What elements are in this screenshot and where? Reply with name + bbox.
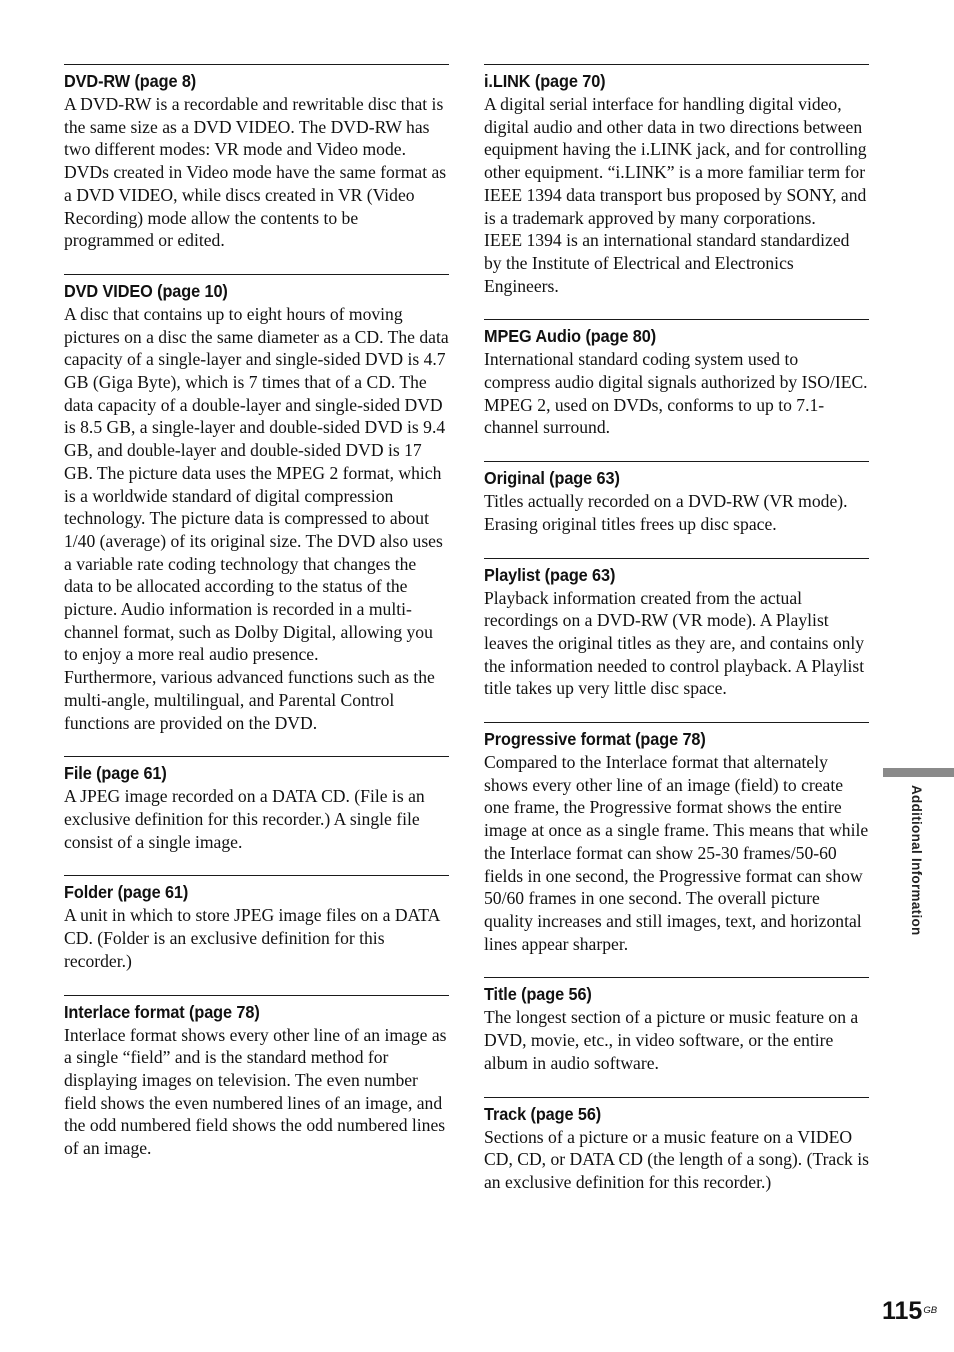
right-column <box>484 64 869 1216</box>
glossary-definition <box>64 93 449 252</box>
glossary-definition <box>64 1024 449 1160</box>
page-number <box>882 1297 937 1326</box>
definition-paragraph: A DVD-RW is a recordable and rewritable disc that is the same size as a DVD VIDEO. The DVD-RW has two different modes: VR mode and Video mode. DVDs created in Video mode have the same format as a DVD VIDEO, while discs created in VR (Video Recording) mode allow the contents to be programmed or edited. <box>64 94 447 251</box>
glossary-term-heading: DVD-RW (page 8) <box>64 71 197 91</box>
page-number-value: 115 <box>882 1297 923 1325</box>
glossary-entry-original <box>484 461 869 535</box>
definition-paragraph: Playback information created from the actual recordings on a DVD-RW (VR mode). A Playlist leaves the original titles as they are, and contains only the information needed to control playback. A Playlist title takes up very little disc space. <box>484 587 865 699</box>
glossary-entry-folder <box>64 875 449 972</box>
glossary-definition <box>64 785 449 853</box>
glossary-entry-title <box>484 977 869 1074</box>
glossary-definition <box>484 93 869 297</box>
glossary-definition <box>484 751 869 955</box>
glossary-term-heading: Folder (page 61) <box>64 882 189 903</box>
glossary-definition <box>64 303 449 734</box>
glossary-entry-dvd-rw <box>64 64 449 252</box>
definition-paragraph: A unit in which to store JPEG image files on a DATA CD. (Folder is an exclusive definition for this recorder.) <box>64 905 440 971</box>
glossary-definition <box>484 587 869 701</box>
glossary-term-heading: Progressive format (page 78) <box>484 729 706 750</box>
definition-paragraph: A JPEG image recorded on a DATA CD. (File is an exclusive definition for this recorder.) A single file consist of a single image. <box>64 786 425 852</box>
glossary-term-heading: Title (page 56) <box>484 984 592 1005</box>
glossary-entry-dvd-video <box>64 274 449 734</box>
glossary-term-heading: DVD VIDEO (page 10) <box>64 280 228 301</box>
section-tab-bar <box>883 768 954 777</box>
definition-paragraph: Furthermore, various advanced functions such as the multi-angle, multilingual, and Parental Control functions are provided on the DVD. <box>64 667 435 733</box>
glossary-definition <box>64 904 449 972</box>
definition-paragraph: A disc that contains up to eight hours of moving pictures on a disc the same diameter as a CD. The data capacity of a single-layer and single-sided DVD is 4.7 GB (Giga Byte), which is 7 times that of a CD. The data capacity of a double-layer and single-sided DVD is 8.5 GB, a single-layer and double-sided DVD is 9.4 GB, and double-layer and double-sided DVD is 17 GB. The picture data uses the MPEG 2 format, which is a worldwide standard of digital compression technology. The picture data is compressed to about 1/40 (average) of its original size. The DVD also uses a variable rate coding technology that changes the data to be allocated according to the status of the picture. Audio information is recorded in a multi-channel format, such as Dolby Digital, allowing you to enjoy a more real audio presence. <box>64 303 449 665</box>
definition-paragraph: Interlace format shows every other line of an image as a single “field” and is the standard method for displaying images on television. The even number field shows the even numbered lines of an image, and the odd numbered field shows the odd numbered lines of an image. <box>64 1024 447 1159</box>
glossary-entry-i-link <box>484 64 869 297</box>
section-tab-label: Additional Information <box>909 785 924 936</box>
glossary-term-heading: i.LINK (page 70) <box>484 71 606 91</box>
glossary-definition <box>484 1006 869 1074</box>
glossary-term-heading: Interlace format (page 78) <box>64 1001 260 1022</box>
definition-paragraph: Sections of a picture or a music feature on a VIDEO CD, CD, or DATA CD (the length of a song). (Track is an exclusive definition for this recorder.) <box>484 1126 869 1192</box>
glossary-term-heading: Original (page 63) <box>484 468 620 489</box>
page-number-suffix: GB <box>923 1304 938 1316</box>
glossary-entry-playlist <box>484 558 869 701</box>
definition-paragraph: International standard coding system used to compress audio digital signals authorized by ISO/IEC. MPEG 2, used on DVDs, conforms to up to 7.1-channel surround. <box>484 349 868 438</box>
glossary-entry-progressive-format <box>484 722 869 955</box>
definition-paragraph: A digital serial interface for handling digital video, digital audio and other data in two directions between equipment having the i.LINK jack, and for controlling other equipment. “i.LINK” is a more familiar term for IEEE 1394 data transport bus proposed by SONY, and is a trademark approved by many corporations. <box>484 94 867 228</box>
glossary-definition <box>484 348 869 439</box>
definition-paragraph: Titles actually recorded on a DVD-RW (VR mode). Erasing original titles frees up disc space. <box>484 491 848 534</box>
definition-paragraph: Compared to the Interlace format that alternately shows every other line of an image (field) to create one frame, the Progressive format shows the entire image at once as a single frame. This means that while the Interlace format can show 25-30 frames/50-60 fields in one second, the Progressive format can show 50/60 frames in one second. The overall picture quality increases and still images, text, and horizontal lines appear sharper. <box>484 752 869 954</box>
glossary-definition <box>484 1126 869 1194</box>
glossary-term-heading: File (page 61) <box>64 763 167 784</box>
glossary-term-heading: Track (page 56) <box>484 1103 602 1124</box>
definition-paragraph: The longest section of a picture or music feature on a DVD, movie, etc., in video software, or the entire album in audio software. <box>484 1007 859 1073</box>
glossary-term-heading: MPEG Audio (page 80) <box>484 326 657 347</box>
glossary-definition <box>484 490 869 535</box>
definition-paragraph: IEEE 1394 is an international standard standardized by the Institute of Electrical and Electronics Engineers. <box>484 230 850 296</box>
glossary-entry-track <box>484 1097 869 1194</box>
glossary-entry-mpeg-audio <box>484 319 869 439</box>
glossary-entry-file <box>64 756 449 853</box>
left-column <box>64 64 449 1182</box>
glossary-term-heading: Playlist (page 63) <box>484 564 616 585</box>
glossary-entry-interlace-format <box>64 995 449 1160</box>
